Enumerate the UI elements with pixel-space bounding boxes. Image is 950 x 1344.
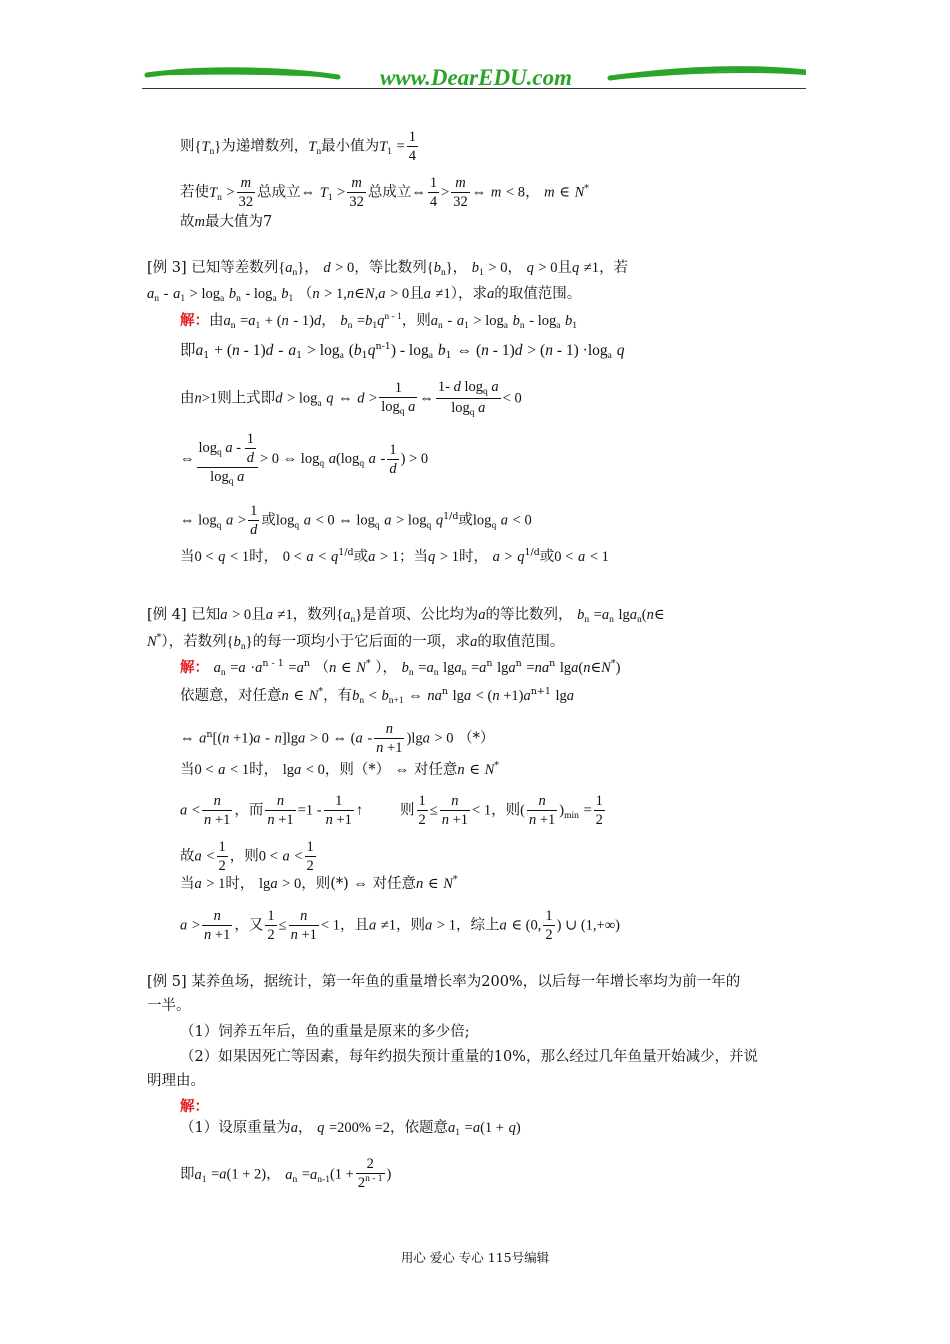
text-line: 当a > 1时， lga > 0，则(*) ⇔ 对任意n ∈ N* <box>180 874 458 892</box>
text-line: 由n>1则上式即$d > \log_a q$ ⇔ d > $\frac{1}{\log_q a}$ ⇔ $\frac{1- d \log_q a}{\log_q a}$ < 0 <box>180 379 522 418</box>
solution-label: 解： <box>180 1098 209 1115</box>
text-line: 故m最大值为7 <box>180 214 273 230</box>
text-line: N*），若数列$\{b_n\}$的每一项均小于它后面的一项，求a的取值范围。 <box>147 632 565 652</box>
solution-label: 解： <box>180 312 209 329</box>
text-line: $a_n - a_1 > \log_a b_n - \log_a b_1$ （n > 1,n∈N,a > 0且a ≠1），求a的取值范围。 <box>147 286 582 304</box>
text-line: 一半。 <box>147 998 191 1014</box>
question-1: （1）饲养五年后，鱼的重量是原来的多少倍; <box>180 1024 470 1040</box>
site-logo-text: www.DearEDU.com <box>379 65 573 90</box>
example-4-heading: [例 4] 已知a > 0且a ≠1，数列$\{a_n\}$是首项、公比均为a的等比数列， $b_n =a_n$ lga$_n$(n∈ <box>147 607 665 625</box>
text-line: 则$\{T_n\}$为递增数列，$T_n$最小值为$T_1$ = $\frac{1}{4}$ <box>180 129 416 164</box>
text-line: 即$a_1 =a(1 + 2)$， $a_n =a_{n-1}(1$ + $\frac{2}{2^{n - 1}}$ ) <box>180 1156 392 1191</box>
text-line: 明理由。 <box>147 1073 205 1089</box>
text-line: 当0 < a < 1时， lga < 0，则（*） ⇔ 对任意n ∈ N* <box>180 760 499 778</box>
text-line: 故a < $\frac{1}{2}$ ，则0 < a < $\frac{1}{2}$ <box>180 839 314 874</box>
text-line: 解：由$a_n =a_1 + (n - 1)d$， $b_n =b_1q^{n - 1}$，则$a_n - a_1 > \log_a b_n - \log_a b_1$ <box>180 312 578 331</box>
text-line: （1）设原重量为a， q =200% =2，依题意$a_1 =a(1 + q)$ <box>180 1120 521 1138</box>
solution-label: 解： <box>180 659 209 676</box>
text-line: 依题意，对任意n ∈ N*，有$b_n < b_{n+1}$ ⇔ $na^n$ $\lg a < (n +1)a^{n+1}$ lga <box>180 686 575 706</box>
text-line: 即a1 + (n - 1)d - a1 > loga $(b1q^{n-1})$ - loga b1 ⇔ (n - 1)d > (n - 1) ·loga q <box>180 341 625 361</box>
text-line: ⇔ $a^n[(n +1)a - n]\lg a > 0$ ⇔ (a - $\frac{n}{n +1}$ )lga > 0 （*） <box>180 721 495 756</box>
page-footer: 用心 爱心 专心 115号编辑 <box>400 1250 550 1265</box>
example-5-heading: [例 5] 某养鱼场，据统计，第一年鱼的重量增长率为200%，以后每一年增长率均为前一年的 <box>147 974 741 990</box>
text-line: 若使$T_n$ > $\frac{m}{32}$ 总成立⇔ $T_1$ > $\frac{m}{32}$ 总成立⇔ $\frac{1}{4}$ > $\frac{m}{32}$ ⇔ m < 8， m ∈ N* <box>180 175 590 210</box>
text-line: ⇔ $\log_q a$ - $\frac{1}{d}$ $\log_q a$ > 0 ⇔ $\log_q a(\log_q$ a - $\frac{1}{d}$ ) > 0 <box>180 431 429 487</box>
text-line: a > $\frac{n}{n +1}$ ，又 $\frac{1}{2}$ ≤ $\frac{n}{n +1}$ < 1，且a ≠1，则a > 1，综上a ∈ (0, $\frac{1}{2}$ ) ∪ (1,+∞) <box>180 908 620 943</box>
question-2: （2）如果因死亡等因素，每年约损失预计重量的10%，那么经过几年鱼量开始减少，并说 <box>180 1049 758 1065</box>
text-line: 当0 < q < 1时， $0 < a < q^{1/d}$或a > 1；当q > 1时， $a > q^{1/d}$或0 < a < 1 <box>180 547 609 565</box>
text-line: 解： $a_n =a \cdot a^{n - 1} =a^n$ （n ∈ N* ）， $b_n =a_n$ $\lg a_n =a^n$ $\lg a^n =na^n$ lga(n∈N*) <box>180 658 621 678</box>
example-3-heading: [例 3] 已知等差数列$\{a_n\}$， d > 0，等比数列$\{b_n\}$， $b_1 > 0$， q > 0且q ≠1，若 <box>147 260 629 278</box>
text-line: a < $\frac{n}{n +1}$ ，而 $\frac{n}{n +1}$ =1 - $\frac{1}{n +1}$ ↑ 则 $\frac{1}{2}$ ≤ $\frac{n}{n +1}$ < 1，则( $\frac{n}{n +1}$ )$_{min}$ = $\frac{1}{2}$ <box>180 793 603 828</box>
text-line: ⇔ $\log_q a$ > $\frac{1}{d}$ 或$\log_q a < 0$ ⇔ $\log_q a > \log_q q^{1/d}$或$\log_q a < 0$ <box>180 503 532 538</box>
